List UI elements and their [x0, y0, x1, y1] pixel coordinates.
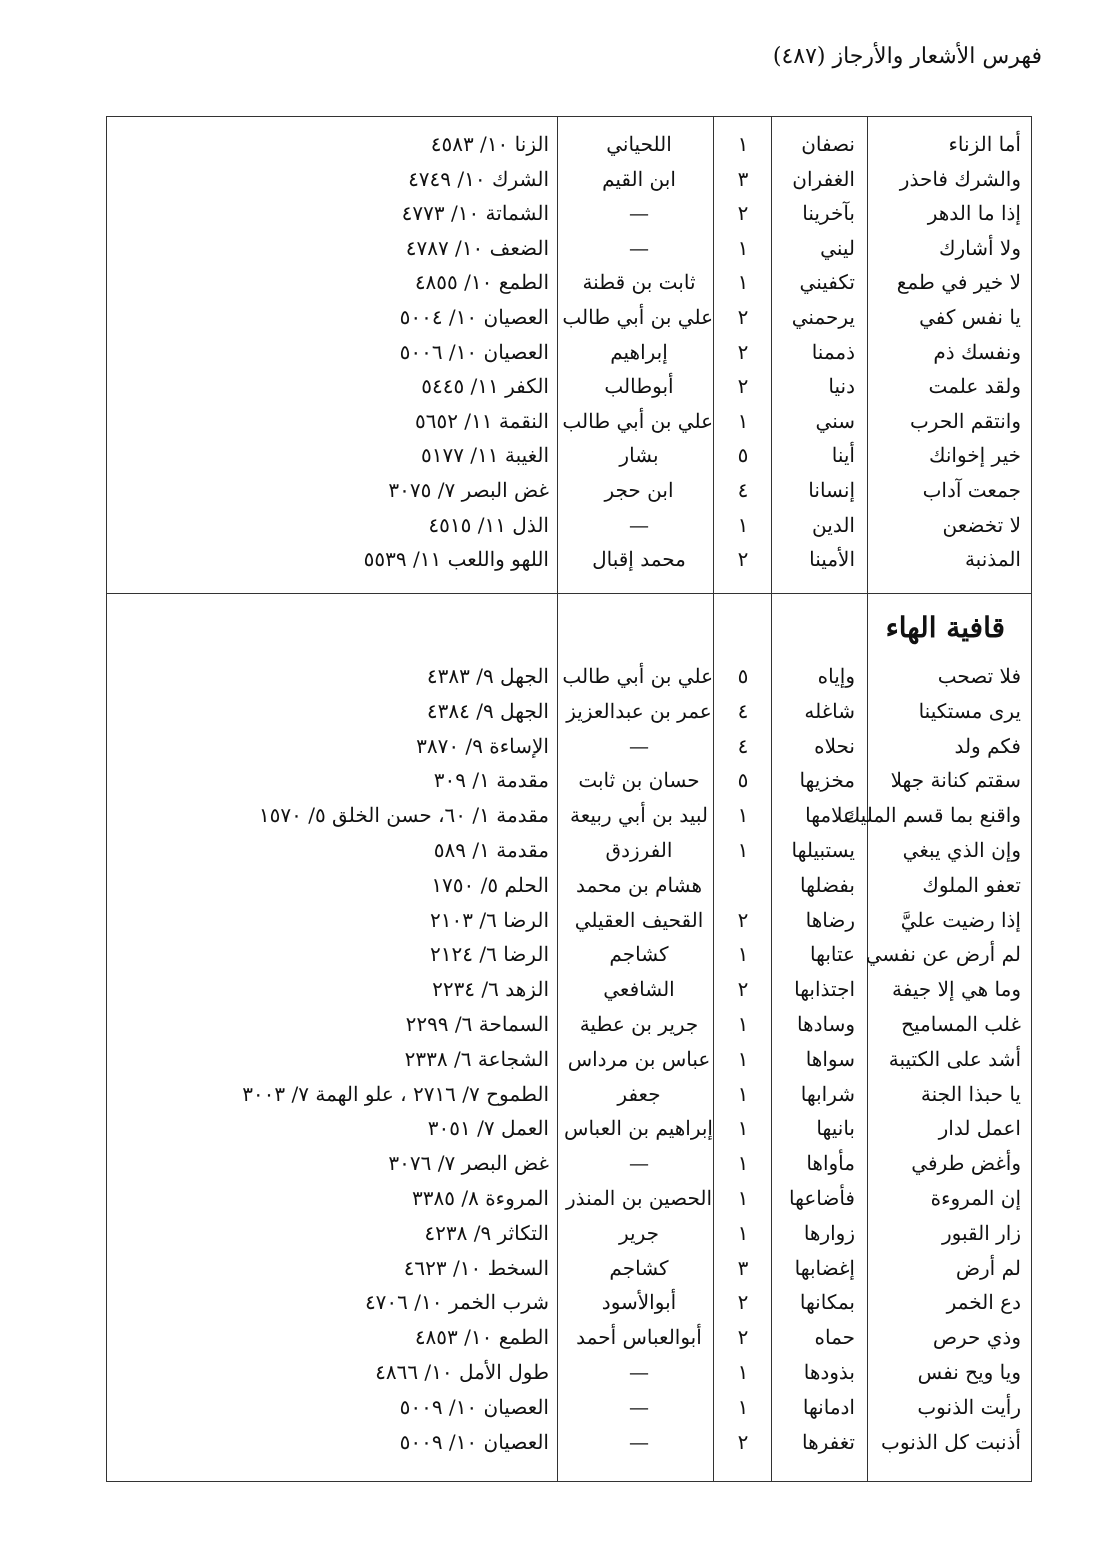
cell-ref: الطمع ١٠/ ٤٨٥٥ [414, 270, 549, 295]
table-row [107, 659, 1031, 694]
cell-ref: العصيان ١٠/ ٥٠٠٩ [399, 1429, 549, 1454]
cell-rhyme: تكفيني [799, 270, 855, 295]
cell-poet: علي بن أبي طالب [562, 664, 713, 688]
cell-rhyme: حماه [814, 1325, 855, 1350]
cell-start: أما الزناء [948, 132, 1021, 156]
table-row [107, 231, 1031, 266]
cell-poet: كشاجم [609, 1255, 669, 1280]
cell-count: ١ [737, 1151, 749, 1176]
cell-start: لم أرض [955, 1255, 1021, 1280]
cell-rhyme: زوارها [803, 1220, 855, 1245]
cell-count: ١ [737, 1394, 749, 1419]
cell-ref: مقدمة ١/ ٥٨٩ [433, 838, 549, 862]
cell-poet: علي بن أبي طالب [562, 305, 713, 329]
cell-ref: المروءة ٨/ ٣٣٨٥ [412, 1186, 549, 1210]
cell-start: تعفو الملوك [922, 872, 1021, 897]
cell-rhyme: ليني [820, 235, 855, 260]
cell-count: ١ [737, 235, 749, 260]
cell-poet: — [629, 512, 649, 537]
cell-count: ٢ [737, 339, 749, 364]
cell-rhyme: بانيها [816, 1116, 855, 1141]
cell-count: ٢ [737, 907, 749, 932]
cell-rhyme: سواها [805, 1046, 855, 1071]
cell-rhyme: بفضلها [800, 872, 855, 897]
cell-ref: السخط ١٠/ ٤٦٢٣ [403, 1255, 549, 1280]
table-row [107, 1285, 1031, 1320]
cell-rhyme: بآخرينا [802, 201, 855, 226]
cell-count: ٢ [737, 977, 749, 1002]
cell-ref: الرضا ٦/ ٢١٢٤ [430, 942, 549, 967]
cell-rhyme: دنيا [828, 374, 855, 399]
cell-count: ١ [737, 803, 749, 828]
cell-poet: لبيد بن أبي ربيعة [570, 803, 708, 828]
table-row [107, 473, 1031, 508]
table-row [107, 1111, 1031, 1146]
cell-rhyme: الغفران [792, 166, 855, 191]
table-row [107, 1390, 1031, 1425]
cell-rhyme: إغضابها [794, 1255, 855, 1280]
section-divider [107, 593, 1031, 594]
cell-poet: أبوالعباس أحمد [576, 1325, 702, 1350]
cell-count: ١ [737, 512, 749, 537]
table-row [107, 1355, 1031, 1390]
cell-count: ١ [737, 1220, 749, 1245]
table-row [107, 127, 1031, 162]
cell-ref: الكفر ١١/ ٥٤٤٥ [421, 374, 549, 399]
section-heading: قافية الهاء [885, 611, 1005, 644]
cell-start: يرى مستكينا [918, 698, 1021, 723]
cell-ref: طول الأمل ١٠/ ٤٨٦٦ [375, 1360, 549, 1384]
cell-start: لا تخضعن [942, 512, 1021, 537]
cell-poet: كشاجم [609, 942, 669, 967]
cell-poet: — [629, 733, 649, 758]
cell-count: ٢ [737, 1325, 749, 1350]
table-row [107, 1425, 1031, 1460]
cell-start: ولا أشارك [939, 235, 1021, 260]
cell-rhyme: مخزيها [799, 768, 855, 793]
cell-count: ٤ [737, 733, 749, 758]
table-row [107, 438, 1031, 473]
cell-poet: أبوطالب [604, 374, 674, 399]
cell-count: ٤ [737, 478, 749, 502]
cell-count: ١ [737, 1186, 749, 1210]
cell-ref: الضعف ١٠/ ٤٧٨٧ [405, 235, 549, 260]
cell-rhyme: الأمينا [809, 547, 855, 572]
cell-count: ١ [737, 1012, 749, 1036]
cell-count: ١ [737, 1046, 749, 1071]
cell-rhyme: بمكانها [799, 1290, 855, 1315]
table-row [107, 833, 1031, 868]
cell-rhyme: شاغله [804, 698, 855, 723]
cell-count: ١ [737, 270, 749, 295]
cell-count: ٥ [737, 443, 749, 468]
cell-poet: ابن حجر [604, 478, 674, 502]
cell-ref: العصيان ١٠/ ٥٠٠٩ [399, 1394, 549, 1419]
cell-start: فكم ولد [954, 733, 1021, 758]
table-row [107, 1320, 1031, 1355]
cell-poet: جعفر [617, 1081, 661, 1106]
cell-count: ١ [737, 132, 749, 156]
cell-count: ٣ [737, 1255, 749, 1280]
header-title: فهرس الأشعار والأرجاز [832, 44, 1042, 69]
table-row [107, 404, 1031, 439]
cell-start: إذا ما الدهر [927, 201, 1021, 226]
cell-count: ٢ [737, 1429, 749, 1454]
table-row [107, 542, 1031, 577]
cell-ref: الرضا ٦/ ٢١٠٣ [430, 907, 549, 932]
cell-start: ولقد علمت [928, 374, 1021, 399]
cell-ref: الطمع ١٠/ ٤٨٥٣ [414, 1325, 549, 1350]
cell-start: ويا ويح نفس [917, 1360, 1021, 1384]
cell-rhyme: عتابها [810, 942, 855, 967]
cell-rhyme: اجتذابها [794, 977, 855, 1002]
cell-rhyme: نحلاه [814, 733, 855, 758]
cell-start: المذنبة [964, 547, 1021, 572]
table-row [107, 798, 1031, 833]
cell-count: ٢ [737, 374, 749, 399]
cell-start: وما هي إلا جيفة [892, 977, 1021, 1002]
cell-start: وذي حرص [932, 1325, 1021, 1350]
cell-ref: الجهل ٩/ ٤٣٨٣ [426, 664, 549, 688]
cell-start: أشد على الكتيبة [888, 1046, 1021, 1071]
cell-rhyme: الدين [812, 512, 855, 537]
cell-ref: الشرك ١٠/ ٤٧٤٩ [408, 166, 549, 191]
cell-ref: شرب الخمر ١٠/ ٤٧٠٦ [364, 1290, 549, 1315]
cell-rhyme: يرحمني [791, 305, 855, 329]
cell-rhyme: رضاها [805, 907, 855, 932]
cell-start: لا خير في طمع [896, 270, 1021, 295]
cell-ref: الزهد ٦/ ٢٢٣٤ [432, 977, 549, 1002]
cell-count: ١ [737, 408, 749, 433]
table-row [107, 868, 1031, 903]
cell-ref: اللهو واللعب ١١/ ٥٥٣٩ [363, 547, 549, 572]
table-row [107, 729, 1031, 764]
cell-count: ٢ [737, 547, 749, 572]
cell-start: يا نفس كفي [919, 305, 1021, 329]
cell-poet: علي بن أبي طالب [562, 408, 713, 433]
table-row [107, 763, 1031, 798]
table-row [107, 1042, 1031, 1077]
cell-poet: القحيف العقيلي [574, 907, 704, 932]
cell-poet: أبوالأسود [601, 1290, 677, 1315]
cell-poet: — [629, 1394, 649, 1419]
cell-ref: العمل ٧/ ٣٠٥١ [427, 1116, 549, 1141]
cell-ref: الزنا ١٠/ ٤٥٨٣ [430, 132, 549, 156]
table-row [107, 903, 1031, 938]
cell-start: اعمل لدار [938, 1116, 1021, 1141]
cell-start: جمعت آداب [922, 478, 1021, 502]
table-row [107, 508, 1031, 543]
index-table [106, 116, 1032, 1482]
table-row [107, 265, 1031, 300]
table-row [107, 300, 1031, 335]
cell-poet: — [629, 235, 649, 260]
cell-count [717, 868, 769, 903]
cell-poet: إبراهيم بن العباس [564, 1116, 713, 1141]
table-row [107, 937, 1031, 972]
cell-ref: الشماتة ١٠/ ٤٧٧٣ [401, 201, 549, 226]
cell-rhyme: فأضاعها [789, 1186, 855, 1210]
cell-poet: عباس بن مرداس [567, 1046, 711, 1071]
page-number: (٤٨٧) [772, 44, 826, 69]
cell-ref: الذل ١١/ ٤٥١٥ [428, 512, 549, 537]
cell-ref: الجهل ٩/ ٤٣٨٤ [426, 698, 549, 723]
cell-rhyme: سني [815, 408, 855, 433]
cell-poet: الشافعي [603, 977, 675, 1002]
cell-rhyme: وإياه [817, 664, 855, 688]
cell-count: ٢ [737, 201, 749, 226]
cell-poet: الفرزدق [605, 838, 673, 862]
cell-start: أذنبت كل الذنوب [881, 1429, 1021, 1454]
cell-rhyme: يستبيلها [791, 838, 855, 862]
table-row [107, 972, 1031, 1007]
cell-poet: عمر بن عبدالعزيز [566, 698, 712, 723]
cell-poet: ابن القيم [602, 166, 676, 191]
cell-count: ١ [737, 1116, 749, 1141]
page-header [773, 44, 1042, 69]
cell-start: والشرك فاحذر [899, 166, 1021, 191]
cell-start: وإن الذي يبغي [902, 838, 1021, 862]
cell-rhyme: مأواها [806, 1151, 855, 1176]
cell-rhyme: شرابها [800, 1081, 855, 1106]
table-row [107, 335, 1031, 370]
cell-ref: التكاثر ٩/ ٤٢٣٨ [424, 1220, 549, 1245]
cell-ref: غض البصر ٧/ ٣٠٧٦ [388, 1151, 549, 1176]
cell-poet: جرير [619, 1220, 659, 1245]
cell-rhyme: وسادها [796, 1012, 855, 1036]
cell-ref: العصيان ١٠/ ٥٠٠٦ [399, 339, 549, 364]
cell-start: وأغض طرفي [911, 1151, 1021, 1176]
cell-start: إن المروءة [930, 1186, 1021, 1210]
cell-poet: ثابت بن قطنة [582, 270, 696, 295]
cell-ref: الشجاعة ٦/ ٢٣٣٨ [404, 1046, 549, 1071]
table-row [107, 694, 1031, 729]
table-row [107, 1181, 1031, 1216]
cell-start: يا حبذا الجنة [920, 1081, 1021, 1106]
cell-ref: الغيبة ١١/ ٥١٧٧ [420, 443, 549, 468]
cell-ref: مقدمة ١/ ٣٠٩ [433, 768, 549, 793]
table-row [107, 1077, 1031, 1112]
cell-count: ١ [737, 1081, 749, 1106]
cell-start: دع الخمر [946, 1290, 1021, 1315]
table-row [107, 196, 1031, 231]
cell-start: رأيت الذنوب [917, 1394, 1021, 1419]
cell-count: ٣ [737, 166, 749, 191]
cell-poet: جرير بن عطية [579, 1012, 699, 1036]
cell-rhyme: إنسانا [808, 478, 855, 502]
cell-poet: — [629, 201, 649, 226]
cell-count: ٥ [737, 664, 749, 688]
cell-start: ونفسك ذم [933, 339, 1021, 364]
cell-count: ٥ [737, 768, 749, 793]
cell-ref: العصيان ١٠/ ٥٠٠٤ [399, 305, 549, 329]
table-row [107, 1146, 1031, 1181]
cell-start: لم أرض عن نفسي [865, 942, 1021, 967]
cell-count: ١ [737, 1360, 749, 1384]
cell-rhyme: تغفرها [801, 1429, 855, 1454]
cell-count: ١ [737, 838, 749, 862]
cell-start: سقتم كنانة جهلا [890, 768, 1021, 793]
table-row [107, 1251, 1031, 1286]
cell-poet: اللحياني [606, 132, 672, 156]
cell-start: غلب المساميح [901, 1012, 1021, 1036]
cell-start: خير إخوانك [928, 443, 1021, 468]
cell-poet: بشار [619, 443, 659, 468]
cell-rhyme: علامها [805, 803, 855, 828]
cell-poet: — [629, 1151, 649, 1176]
table-row [107, 369, 1031, 404]
cell-poet: الحصين بن المنذر [565, 1186, 713, 1210]
cell-ref: الإساءة ٩/ ٣٨٧٠ [416, 733, 549, 758]
cell-ref: الحلم ٥/ ١٧٥٠ [431, 872, 549, 897]
cell-rhyme: ذممنا [811, 339, 855, 364]
cell-poet: — [629, 1360, 649, 1384]
table-row [107, 1216, 1031, 1251]
cell-poet: إبراهيم [610, 339, 668, 364]
cell-count: ٢ [737, 305, 749, 329]
cell-start: وانتقم الحرب [909, 408, 1021, 433]
cell-ref: الطموح ٧/ ٢٧١٦ ، علو الهمة ٧/ ٣٠٠٣ [242, 1081, 549, 1106]
cell-rhyme: نصفان [801, 132, 855, 156]
cell-start: واقنع بما قسم المليك [843, 803, 1021, 828]
cell-ref: السماحة ٦/ ٢٢٩٩ [405, 1012, 549, 1036]
cell-ref: غض البصر ٧/ ٣٠٧٥ [388, 478, 549, 502]
cell-count: ٢ [737, 1290, 749, 1315]
cell-poet: محمد إقبال [592, 547, 686, 572]
cell-rhyme: بذودها [803, 1360, 855, 1384]
cell-ref: مقدمة ١/ ٦٠، حسن الخلق ٥/ ١٥٧٠ [258, 803, 549, 828]
table-row [107, 162, 1031, 197]
cell-start: زار القبور [941, 1220, 1021, 1245]
cell-rhyme: ادمانها [802, 1394, 855, 1419]
cell-count: ٤ [737, 698, 749, 723]
cell-start: فلا تصحب [937, 664, 1021, 688]
cell-start: إذا رضيت عليَّ [900, 907, 1021, 932]
table-row [107, 1007, 1031, 1042]
cell-poet: حسان بن ثابت [578, 768, 700, 793]
cell-rhyme: أينا [831, 443, 855, 468]
cell-ref: النقمة ١١/ ٥٦٥٢ [414, 408, 549, 433]
cell-count: ١ [737, 942, 749, 967]
cell-poet: هشام بن محمد [575, 872, 703, 897]
cell-poet: — [629, 1429, 649, 1454]
